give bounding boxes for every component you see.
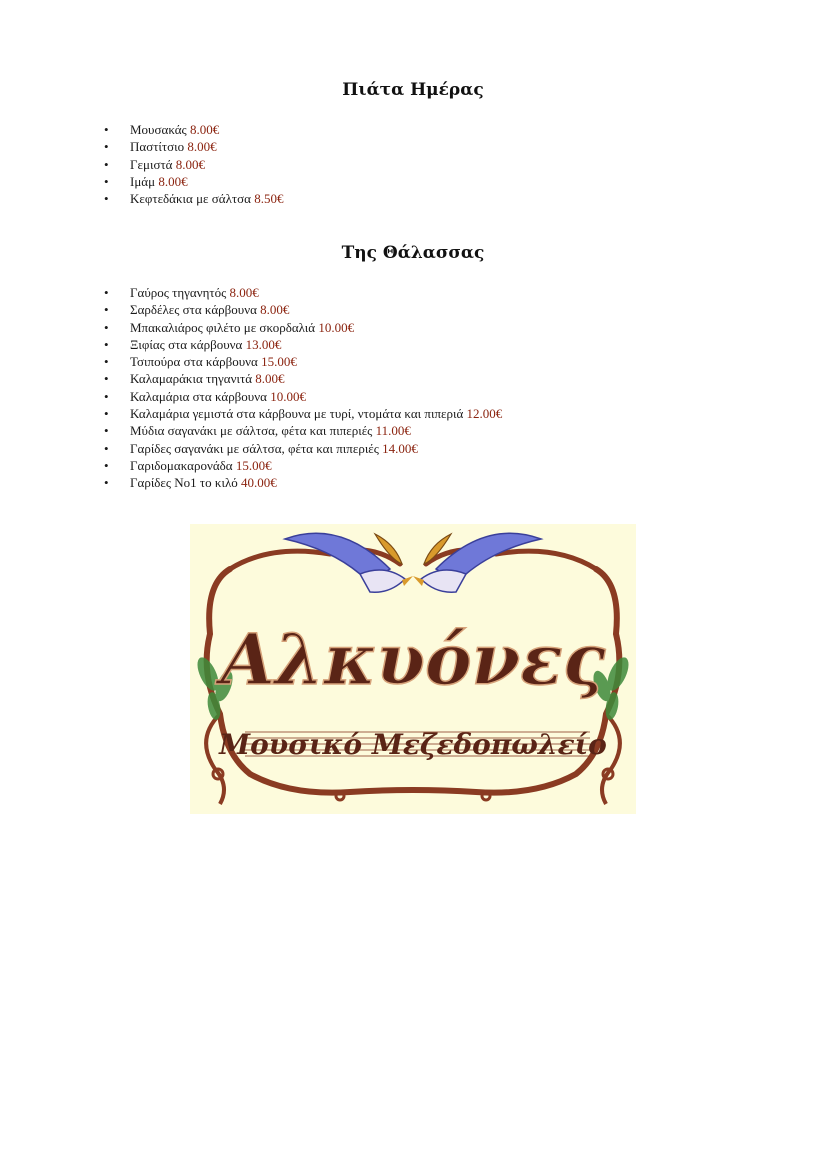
dish-name: Γαρίδες σαγανάκι με σάλτσα, φέτα και πιπεριές (130, 440, 379, 456)
dish-price: 13.00€ (245, 336, 282, 352)
bullet-icon: • (104, 371, 109, 387)
dish-name: Γαρίδες Νο1 το κιλό (130, 475, 238, 491)
dish-price: 15.00€ (235, 457, 272, 473)
bullet-icon: • (104, 139, 109, 155)
dish-name: Γαριδομακαρονάδα (130, 457, 233, 473)
dish-price: 8.00€ (189, 122, 220, 137)
section-title-sea: Της Θάλασσας (341, 243, 485, 263)
list-item (104, 474, 502, 491)
bullet-icon: • (104, 156, 109, 172)
dish-price: 8.00€ (158, 173, 188, 189)
bullet-icon: • (104, 457, 109, 473)
dish-name: Ιμάμ (130, 173, 156, 189)
logo-tagline: Μουσικό Μεζεδοπωλείο (219, 728, 607, 761)
dish-name: Μπακαλιάρος φιλέτο με σκορδαλιά (130, 319, 316, 335)
dish-name: Γεμιστά (130, 156, 173, 172)
dish-price: 12.00€ (466, 406, 503, 422)
dish-price: 10.00€ (318, 319, 355, 335)
dish-name: Μύδια σαγανάκι με σάλτσα, φέτα και πιπεριές (130, 423, 373, 439)
dish-name: Καλαμαράκια τηγανιτά (130, 371, 253, 387)
list-item (104, 173, 283, 190)
bullet-icon: • (104, 440, 109, 456)
bullet-icon: • (104, 406, 109, 422)
bullet-icon: • (104, 285, 109, 300)
list-item (104, 121, 283, 138)
list-item (104, 336, 502, 353)
list-item (104, 353, 502, 370)
dish-name: Μουσακάς (130, 122, 187, 137)
list-item (104, 138, 283, 155)
daily-dishes-list (104, 121, 283, 207)
bullet-icon: • (104, 336, 109, 352)
bullet-icon: • (104, 191, 109, 207)
list-item (104, 457, 502, 474)
dish-name: Καλαμάρια γεμιστά στα κάρβουνα με τυρί, ντομάτα και πιπεριά (130, 406, 464, 422)
logo-name: Αλκυόνες (220, 618, 606, 701)
list-item (104, 190, 283, 207)
dish-name: Γαύρος τηγανητός (130, 285, 227, 300)
bullet-icon: • (104, 319, 109, 335)
list-item (104, 301, 502, 318)
dish-name: Κεφτεδάκια με σάλτσα (130, 191, 251, 207)
dish-price: 8.00€ (260, 302, 290, 318)
dish-name: Ξιφίας στα κάρβουνα (130, 336, 243, 352)
bullet-icon: • (104, 388, 109, 404)
list-item (104, 422, 502, 439)
restaurant-logo (190, 524, 636, 814)
list-item (104, 319, 502, 336)
bullet-icon: • (104, 354, 109, 370)
dish-price: 40.00€ (241, 475, 277, 491)
bullet-icon: • (104, 423, 109, 439)
list-item (104, 156, 283, 173)
dish-price: 8.00€ (187, 139, 217, 155)
dish-price: 8.00€ (229, 285, 259, 300)
dish-price: 8.00€ (255, 371, 285, 387)
dish-price: 8.00€ (175, 156, 205, 172)
list-item (104, 284, 502, 301)
dish-price: 10.00€ (270, 388, 306, 404)
dish-name: Καλαμάρια στα κάρβουνα (130, 388, 267, 404)
dish-price: 15.00€ (261, 354, 297, 370)
seagulls-logo-icon (190, 524, 636, 814)
dish-name: Σαρδέλες στα κάρβουνα (130, 302, 257, 318)
bullet-icon: • (104, 173, 109, 189)
list-item (104, 440, 502, 457)
section-title-daily: Πιάτα Ημέρας (342, 80, 484, 100)
bullet-icon: • (104, 122, 109, 137)
sea-dishes-list (104, 284, 502, 492)
dish-price: 14.00€ (382, 440, 418, 456)
dish-price: 8.50€ (254, 191, 284, 207)
list-item (104, 388, 502, 405)
bullet-icon: • (104, 475, 109, 491)
list-item (104, 405, 502, 422)
dish-name: Παστίτσιο (130, 139, 185, 155)
dish-price: 11.00€ (375, 423, 411, 439)
bullet-icon: • (104, 302, 109, 318)
dish-name: Τσιπούρα στα κάρβουνα (130, 354, 258, 370)
list-item (104, 370, 502, 387)
